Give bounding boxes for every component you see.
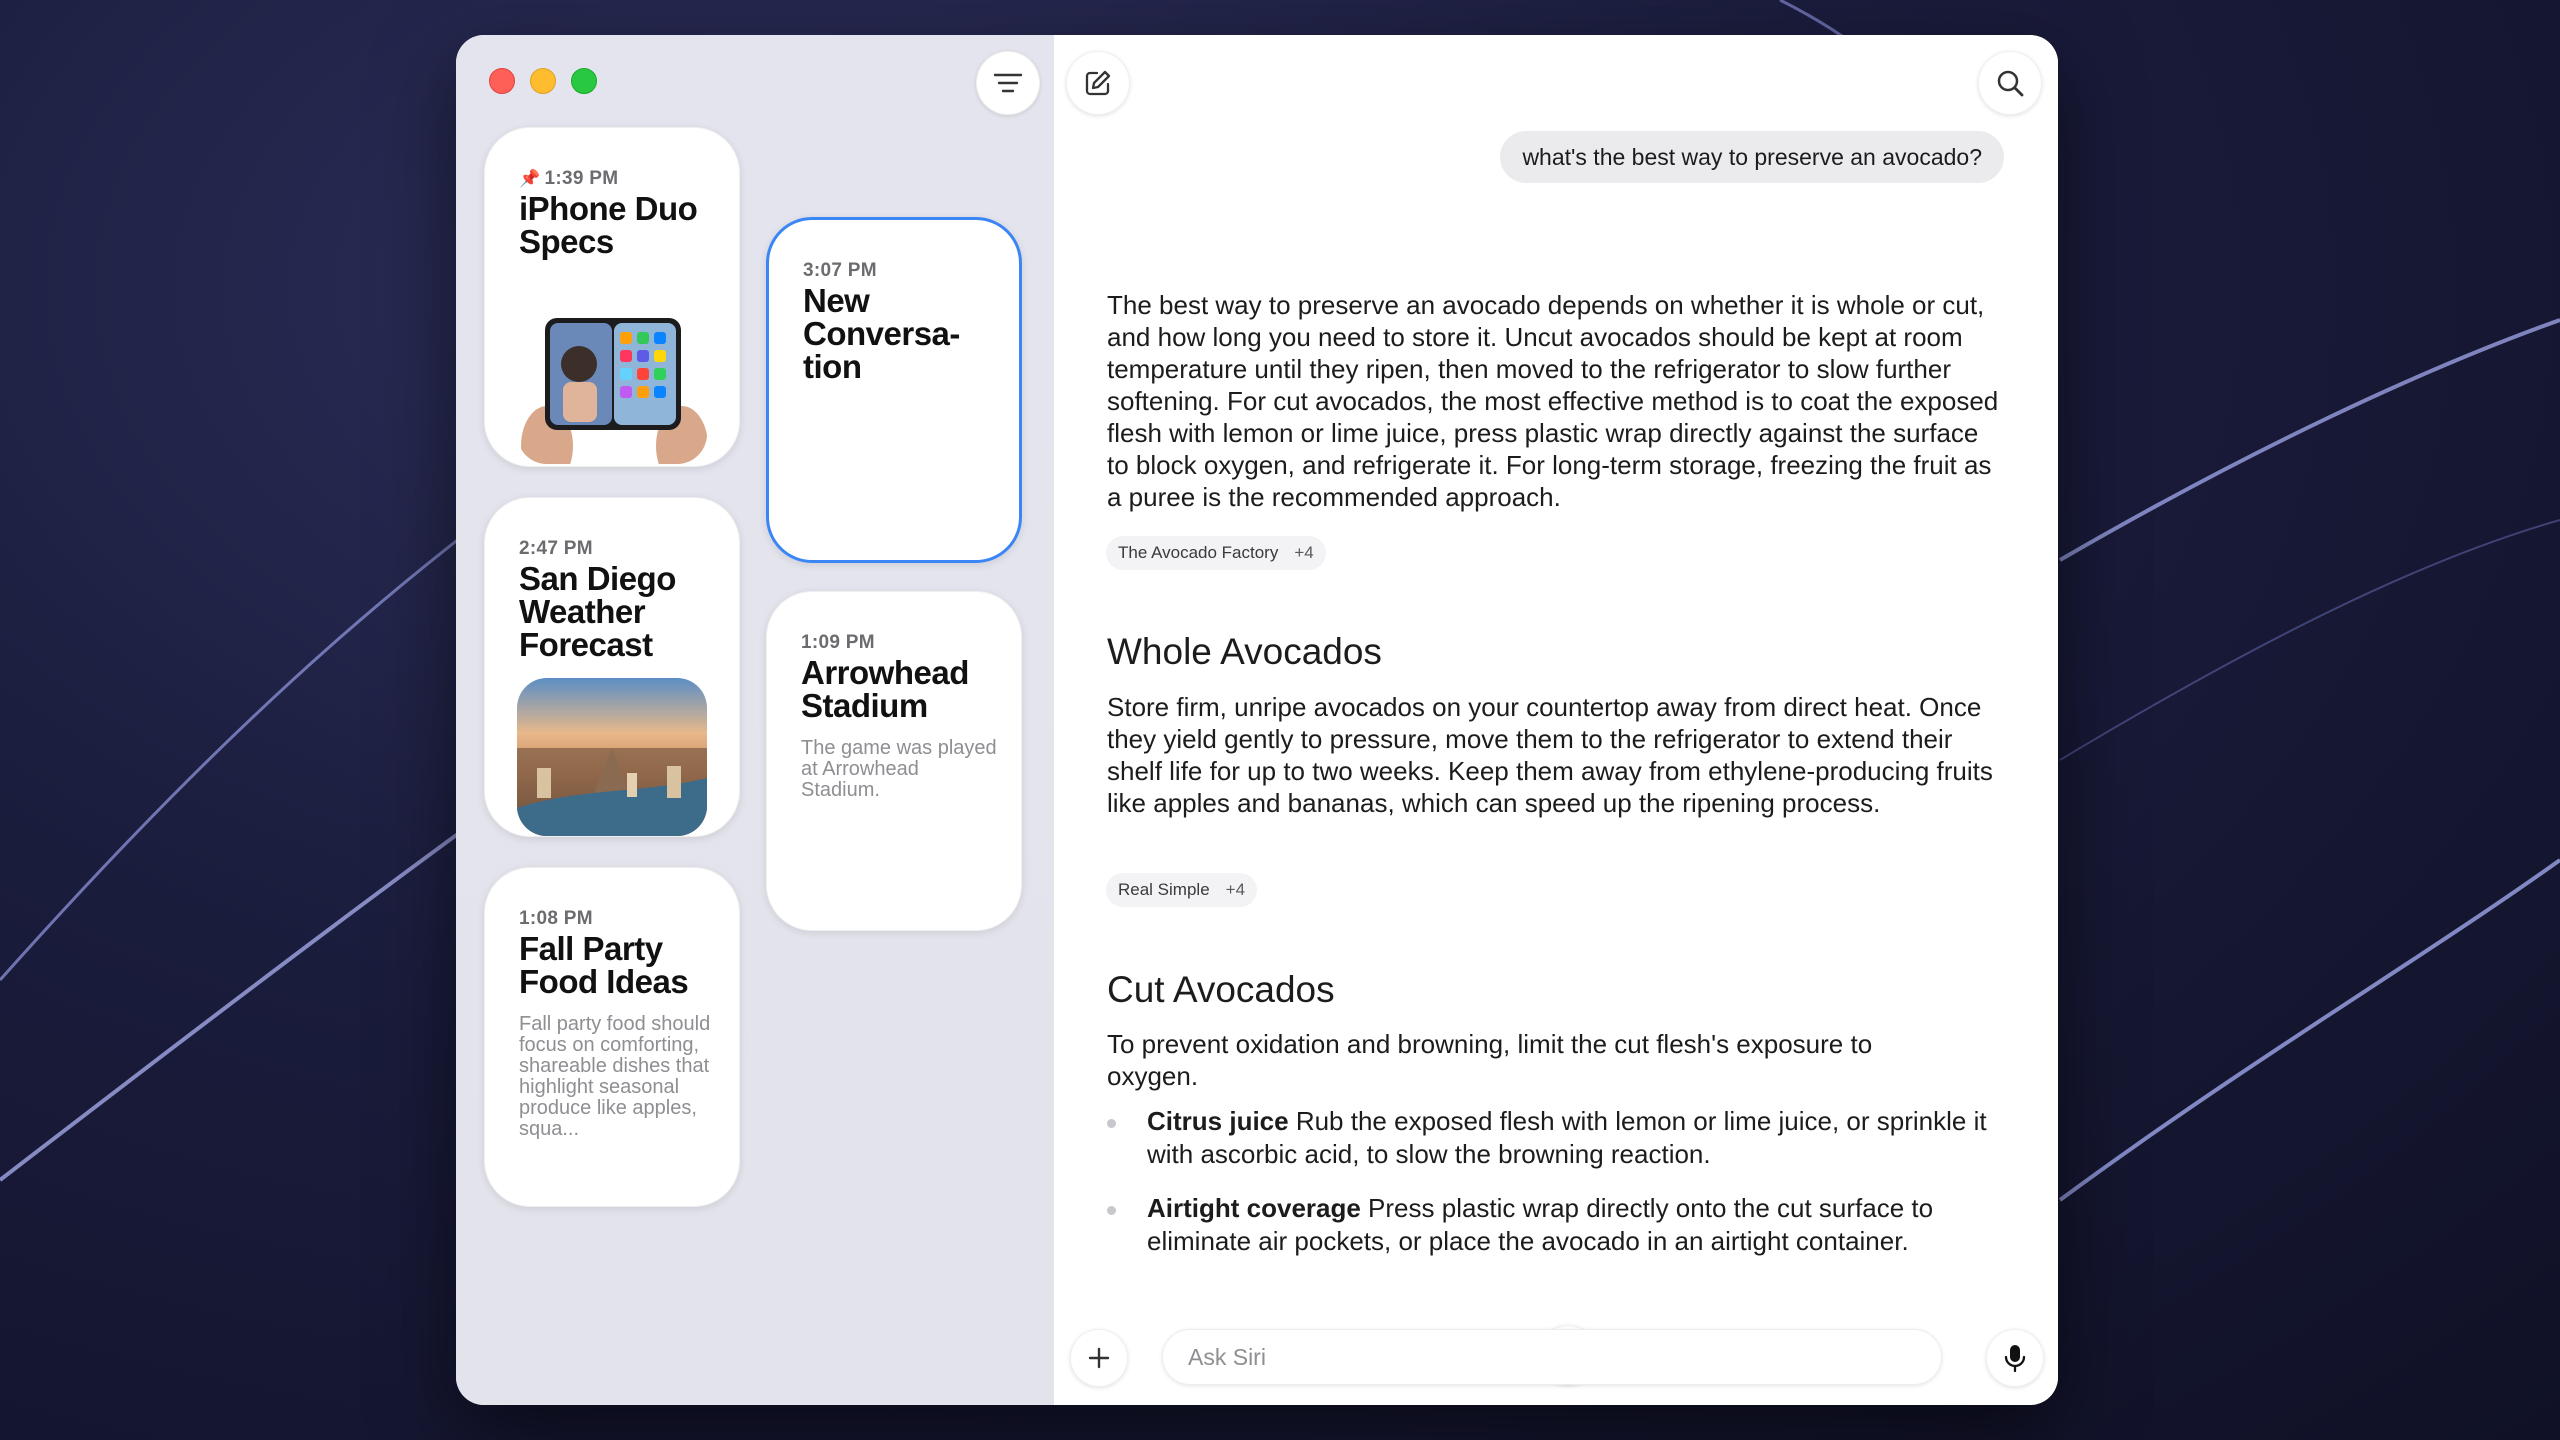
filter-button[interactable] bbox=[976, 51, 1040, 115]
source-more-count: +4 bbox=[1294, 543, 1314, 562]
bullet-text: Airtight coverage Press plastic wrap directly onto the cut surface to eliminate air pockets, or place the avocado in an airtight container. bbox=[1147, 1193, 1934, 1256]
conversation-time: 1:08 PM bbox=[519, 908, 593, 929]
bullet-dot bbox=[1107, 1206, 1116, 1215]
conversation-time: 2:47 PM bbox=[519, 538, 593, 559]
section-body-whole: Store firm, unripe avocados on your countertop away from direct heat. Once they yield gently to pressure, move them to the refrigerator to extend their shelf life for up to two weeks. Keep them away from ethylene-producing fruits like apples and bananas, which can speed up the ripening process. bbox=[1107, 692, 1993, 818]
conversation-time: 📌 1:39 PM bbox=[519, 168, 619, 189]
plus-icon bbox=[1087, 1346, 1111, 1370]
conversation-card-new-conversation[interactable] bbox=[766, 217, 1022, 563]
section-heading-cut: Cut Avocados bbox=[1107, 969, 1335, 1010]
source-name: Real Simple bbox=[1118, 880, 1210, 899]
conversation-snippet: The game was played at Arrowhead Stadium. bbox=[801, 737, 997, 801]
conversation-snippet: Fall party food should focus on comforting, shareable dishes that highlight seasonal produce like apples, squa... bbox=[519, 1013, 711, 1140]
minimize-window-button[interactable] bbox=[530, 68, 556, 94]
assistant-intro-text: The best way to preserve an avocado depends on whether it is whole or cut, and how long you need to store it. Uncut avocados should be kept at room temperature until they ripen, then moved to the refrigerator to slow further softening. For cut avocados, the most effective method is to coat the exposed flesh with lemon or lime juice, press plastic wrap directly against the surface to block oxygen, and refrigerate it. For long-term storage, freezing the fruit as a puree is the recommended approach. bbox=[1107, 290, 1999, 512]
san-diego-aerial-image bbox=[517, 678, 707, 836]
dictation-button[interactable] bbox=[1986, 1329, 2044, 1387]
search-icon bbox=[1995, 68, 2025, 98]
conversation-time: 3:07 PM bbox=[803, 260, 877, 281]
chat-panel bbox=[1054, 35, 2058, 1405]
source-more-count: +4 bbox=[1225, 880, 1246, 899]
conversation-title: Arrowhead Stadium bbox=[801, 654, 969, 724]
bullet-item bbox=[1107, 1192, 2007, 1262]
source-chip-intro[interactable] bbox=[1106, 536, 1326, 570]
bullet-item bbox=[1107, 1105, 2007, 1175]
add-attachment-button[interactable] bbox=[1070, 1329, 1128, 1387]
conversation-card-san-diego-weather[interactable] bbox=[484, 497, 740, 837]
section-body-cut: To prevent oxidation and browning, limit the cut flesh's exposure to oxygen. bbox=[1107, 1029, 1873, 1091]
close-window-button[interactable] bbox=[489, 68, 515, 94]
conversation-title: iPhone Duo Specs bbox=[519, 190, 698, 260]
compose-icon bbox=[1083, 68, 1113, 98]
conversation-card-fall-party-food[interactable] bbox=[484, 867, 740, 1207]
conversation-title: San Diego Weather Forecast bbox=[519, 560, 676, 663]
bullet-dot bbox=[1107, 1119, 1116, 1128]
section-heading-whole: Whole Avocados bbox=[1107, 631, 1382, 672]
conversation-title: Fall Party Food Ideas bbox=[519, 930, 689, 1000]
foldable-phone-image bbox=[517, 296, 707, 464]
user-message-bubble: what's the best way to preserve an avocado? bbox=[1500, 131, 2004, 183]
conversation-title: New Conversa-tion bbox=[803, 282, 960, 385]
bullet-text: Citrus juice Rub the exposed flesh with lemon or lime juice, or sprinkle it with ascorbic acid, to slow the browning reaction. bbox=[1147, 1106, 1987, 1169]
conversation-card-iphone-duo-specs[interactable] bbox=[484, 127, 740, 467]
ask-siri-input[interactable] bbox=[1186, 1343, 1910, 1372]
zoom-window-button[interactable] bbox=[571, 68, 597, 94]
search-button[interactable] bbox=[1978, 51, 2042, 115]
conversation-time: 1:09 PM bbox=[801, 632, 875, 653]
conversation-card-arrowhead-stadium[interactable] bbox=[766, 591, 1022, 931]
ask-siri-field[interactable] bbox=[1162, 1329, 1942, 1385]
source-chip-whole[interactable] bbox=[1106, 873, 1257, 907]
source-name: The Avocado Factory bbox=[1118, 543, 1279, 562]
pin-icon: 📌 bbox=[519, 169, 541, 188]
microphone-icon bbox=[2003, 1343, 2027, 1373]
filter-lines-icon bbox=[993, 72, 1023, 94]
siri-app-window bbox=[456, 35, 2058, 1405]
compose-button[interactable] bbox=[1066, 51, 1130, 115]
conversation-sidebar bbox=[456, 35, 1054, 1405]
